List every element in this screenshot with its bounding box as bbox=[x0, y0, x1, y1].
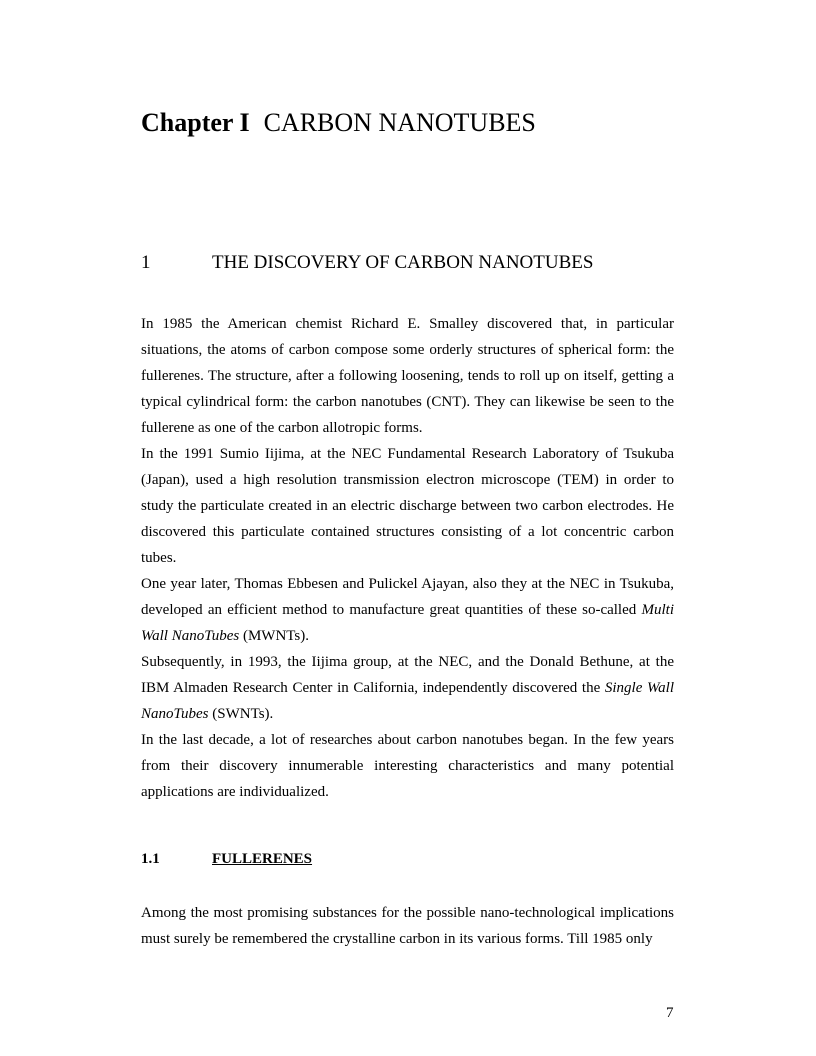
chapter-heading bbox=[141, 106, 536, 140]
page-number: 7 bbox=[666, 1005, 674, 1021]
section-body bbox=[141, 311, 674, 805]
subsection-body bbox=[141, 900, 674, 952]
paragraph: In 1985 the American chemist Richard E. Smalley discovered that, in particular situations, the atoms of carbon compose some orderly structures of spherical form: the fullerenes. The structure, after a following loosening, tends to roll up on itself, getting a typical cylindrical form: the carbon nanotubes (CNT). They can likewise be seen to the fullerene as one of the carbon allotropic forms. bbox=[141, 316, 674, 436]
subsection-heading bbox=[141, 849, 312, 869]
subsection-number: 1.1 bbox=[141, 851, 160, 867]
emphasis-term: Multi Wall NanoTubes bbox=[141, 602, 674, 644]
paragraph: In the 1991 Sumio Iijima, at the NEC Fundamental Research Laboratory of Tsukuba (Japan), used a high resolution transmission electron microscope (TEM) in order to study the particulate created in an electric discharge between two carbon electrodes. He discovered this particulate contained structures consisting of a lot concentric carbon tubes. bbox=[141, 446, 674, 566]
subsection-title: FULLERENES bbox=[212, 851, 313, 867]
paragraph: In the last decade, a lot of researches about carbon nanotubes began. In the few years from their discovery innumerable interesting characteristics and many potential applications are individualized. bbox=[141, 732, 674, 800]
section-number: 1 bbox=[141, 252, 151, 273]
paragraph: Subsequently, in 1993, the Iijima group, at the NEC, and the Donald Bethune, at the IBM Almaden Research Center in California, independently discovered the Single Wall NanoTubes (SWNTs). bbox=[141, 654, 674, 722]
paragraph: One year later, Thomas Ebbesen and Pulickel Ajayan, also they at the NEC in Tsukuba, developed an efficient method to manufacture great quantities of these so-called Multi Wall NanoTubes (MWNTs). bbox=[141, 576, 674, 644]
emphasis-term: Single Wall NanoTubes bbox=[141, 680, 674, 722]
chapter-label: Chapter I bbox=[141, 108, 250, 137]
section-heading bbox=[141, 251, 593, 275]
section-title: THE DISCOVERY OF CARBON NANOTUBES bbox=[212, 252, 594, 273]
paragraph: Among the most promising substances for the possible nano-technological implications must surely be remembered the crystalline carbon in its various forms. Till 1985 only bbox=[141, 905, 674, 947]
chapter-title: CARBON NANOTUBES bbox=[263, 108, 536, 137]
